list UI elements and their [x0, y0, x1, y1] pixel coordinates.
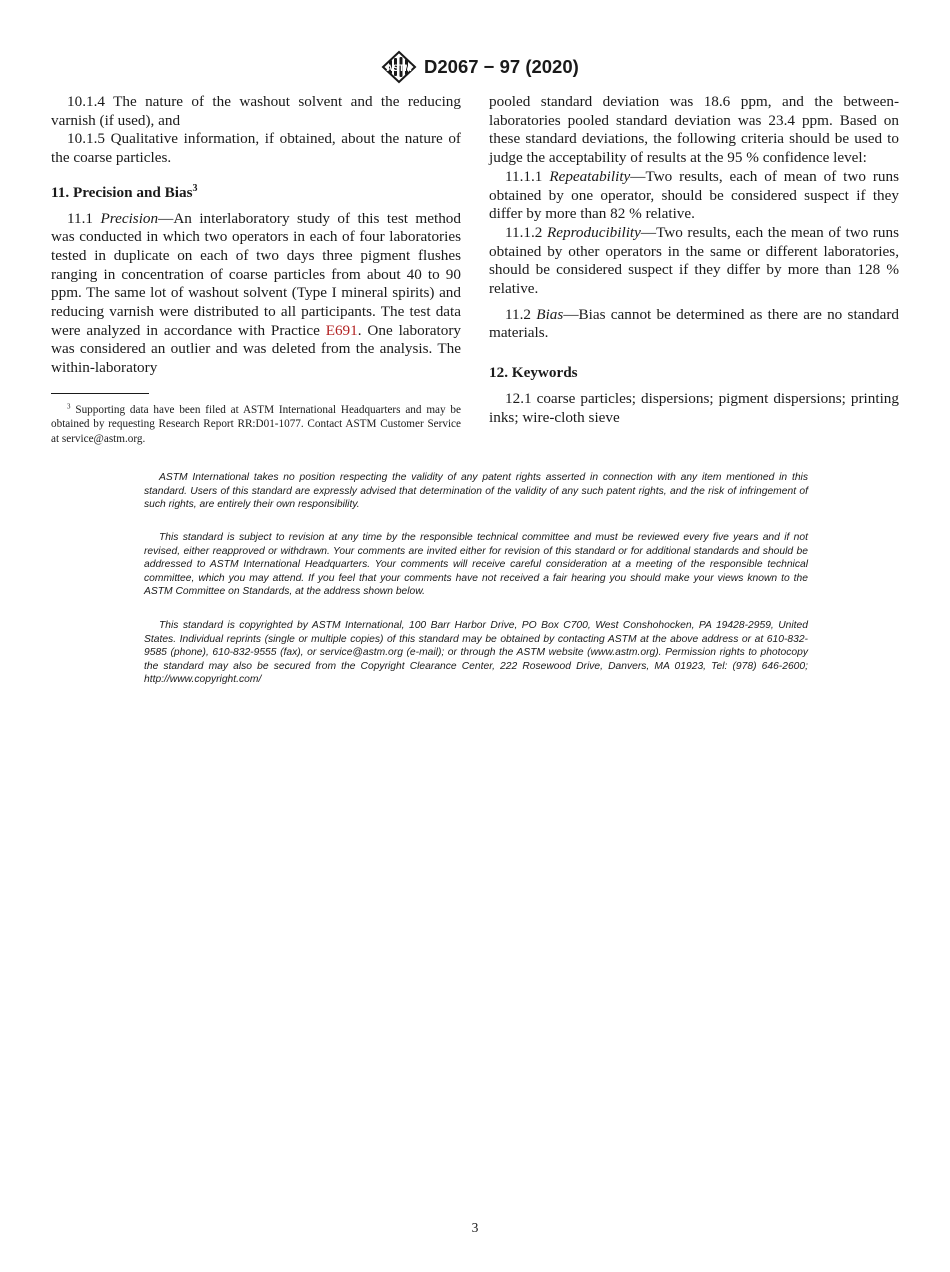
- svg-text:ASTM: ASTM: [386, 63, 412, 73]
- paragraph-10-1-4: 10.1.4 The nature of the washout solvent and the reducing varnish (if used), and: [51, 93, 461, 129]
- revision-notice: This standard is subject to revision at any time by the responsible technical committee and must be reviewed every five years and if not revised, either reapproved or withdrawn. Your comments are invited either for revision of this standard or for additional standards and should be addressed to ASTM International Headquarters. Your comments will receive careful consideration at a meeting of the responsible technical committee, which you may attend. If you feel that your comments have not received a fair hearing you should make your views known to the ASTM Committee on Standards, at the address shown below.: [144, 532, 808, 598]
- paragraph-11-1-2-number: 11.1.2: [505, 223, 543, 241]
- reproducibility-term: Reproducibility: [546, 223, 641, 241]
- repeatability-term: Repeatability: [549, 167, 631, 185]
- page-header: [0, 50, 950, 86]
- left-column: [51, 93, 461, 378]
- section-11-heading-text: 11. Precision and Bias: [51, 183, 193, 201]
- e691-link[interactable]: E691: [325, 321, 358, 339]
- paragraph-11-1: [51, 210, 461, 378]
- standard-designation: D2067 − 97 (2020): [424, 56, 579, 77]
- patent-notice: ASTM International takes no position respecting the validity of any patent rights asserted in connection with any item mentioned in this standard. Users of this standard are expressly advised that determination of the validity of any such patent rights, and the risk of infringement of such rights, are entirely their own responsibility.: [144, 472, 808, 511]
- copyright-notice: This standard is copyrighted by ASTM International, 100 Barr Harbor Drive, PO Box C700, West Conshohocken, PA 19428-2959, United States. Individual reprints (single or multiple copies) of this standard may be obtained by contacting ASTM at the above address or at 610-832-9585 (phone), 610-832-9555 (fax), or service@astm.org (e-mail); or through the ASTM website (www.astm.org). Permission rights to photocopy the standard may also be secured from the Copyright Clearance Center, 222 Rosewood Drive, Danvers, MA 01923, Tel: (978) 646-2600; http://www.copyright.com/: [144, 620, 808, 686]
- astm-logo-icon: [380, 50, 418, 84]
- paragraph-11-1-text-b: . One laboratory was considered an outlier and was deleted from the analysis. The within-laboratory: [51, 321, 461, 377]
- paragraph-11-1-2-text: —Two results, each the mean of two runs obtained by other operators in the same or different laboratories, should be considered suspect if they differ by more than 128 % relative.: [489, 223, 900, 298]
- paragraph-11-2-text: —Bias cannot be determined as there are no standard materials.: [489, 305, 899, 342]
- paragraph-11-1-continued: pooled standard deviation was 18.6 ppm, and the between-laboratories pooled standard deviation was 23.4 ppm. Based on these standard deviations, the following criteria should be used to judge the acceptability of results at the 95 % confidence level:: [489, 93, 899, 167]
- footnote-3: [51, 403, 461, 446]
- paragraph-11-2-number: 11.2: [505, 305, 532, 323]
- paragraph-11-1-number: 11.1: [67, 209, 94, 227]
- paragraph-11-1-2: [489, 224, 899, 299]
- paragraph-11-1-1-number: 11.1.1: [505, 167, 543, 185]
- paragraph-11-2: [489, 306, 899, 343]
- bias-term: Bias: [536, 305, 564, 323]
- paragraph-11-1-1: [489, 168, 899, 224]
- precision-term: Precision: [100, 209, 159, 227]
- footnote-divider: [51, 393, 149, 394]
- footnote-text: Supporting data have been filed at ASTM International Headquarters and may be obtained by requesting Research Report RR:D01-1077. Contact ASTM Customer Service at service@astm.org.: [51, 404, 461, 445]
- section-12-heading: 12. Keywords: [489, 364, 578, 382]
- paragraph-11-1-text-a: —An interlaboratory study of this test method was conducted in which two operators in each of four laboratories tested in duplicate on each of two days three pigment flushes ranging in concentration of coarse particles from about 40 to 90 ppm. The same lot of washout solvent (Type I mineral spirits) and reducing varnish were distributed to all participants. The test data were analyzed in accordance with Practice: [51, 209, 461, 339]
- page-number: 3: [471, 1220, 479, 1235]
- right-column: [489, 93, 899, 427]
- paragraph-11-1-1-text: —Two results, each of mean of two runs obtained by one operator, should be considered suspect if they differ by more than 82 % relative.: [489, 167, 899, 223]
- paragraph-10-1-5: 10.1.5 Qualitative information, if obtained, about the nature of the coarse particles.: [51, 130, 461, 167]
- paragraph-12-1: 12.1 coarse particles; dispersions; pigment dispersions; printing inks; wire-cloth sieve: [489, 389, 899, 426]
- footnote-ref-3[interactable]: 3: [192, 182, 198, 194]
- section-11-heading: [51, 184, 461, 203]
- footnote-marker: 3: [67, 402, 71, 411]
